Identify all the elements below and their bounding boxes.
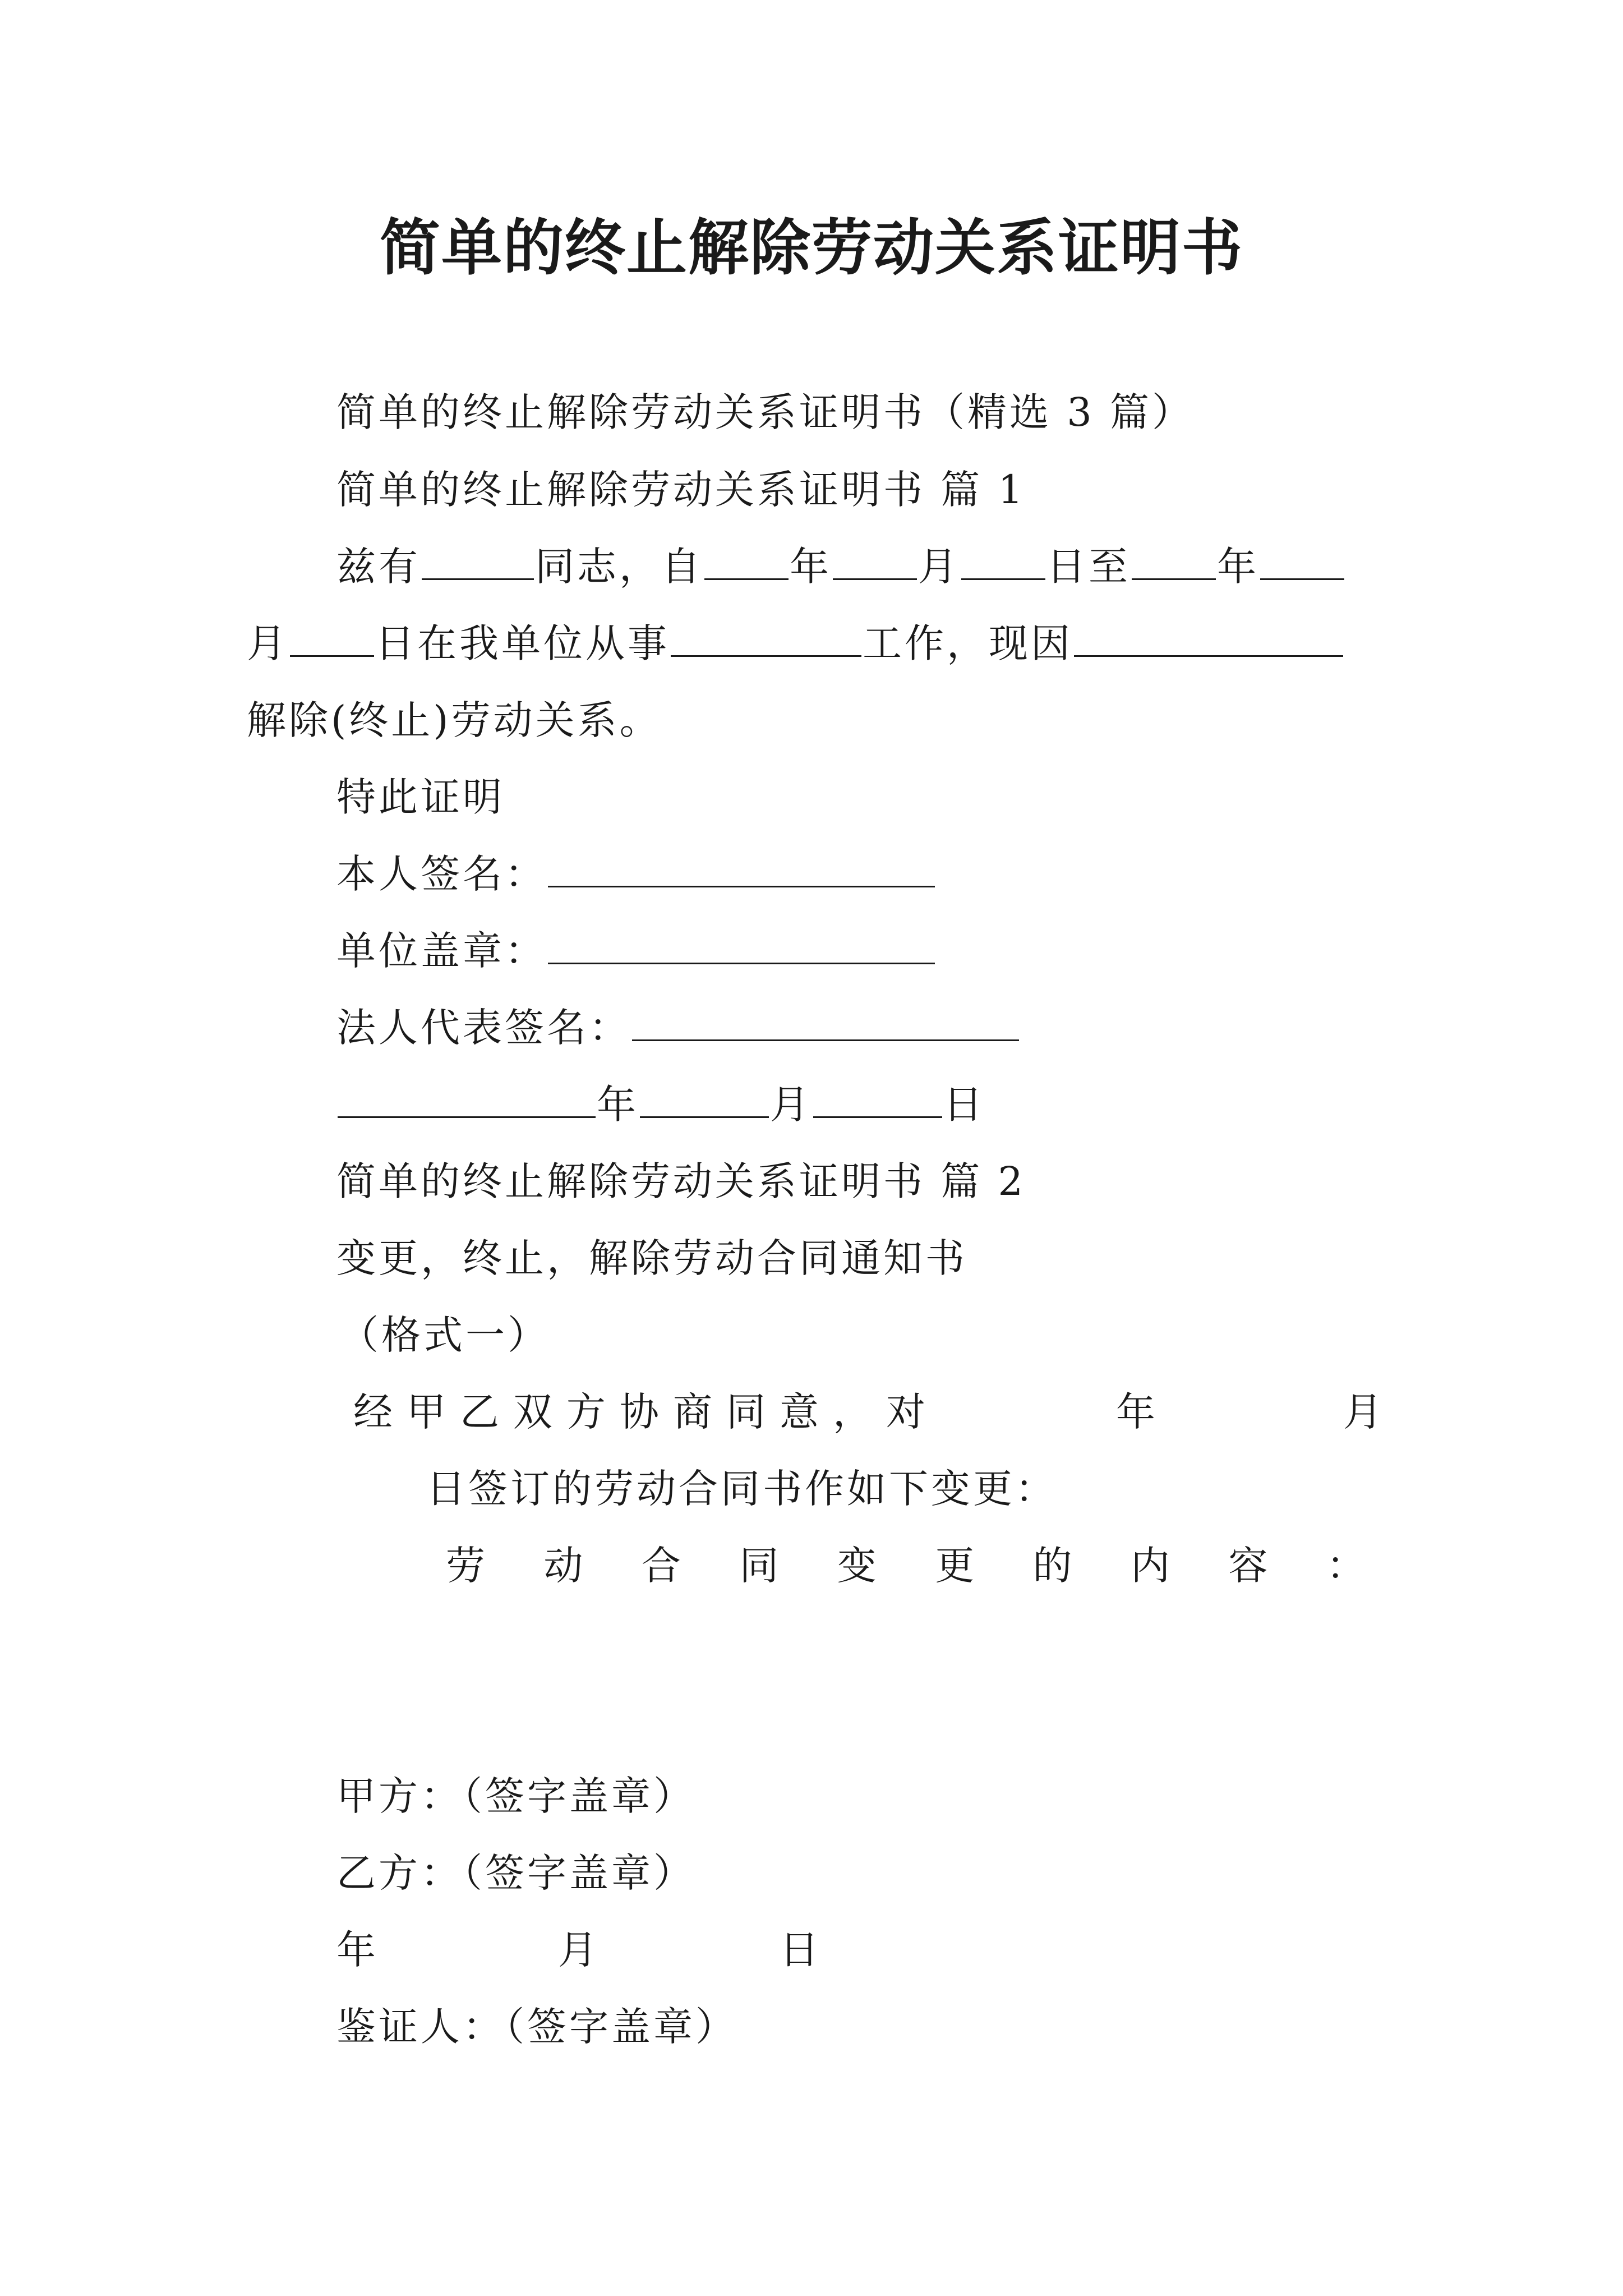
content-char: 劳 bbox=[446, 1543, 485, 1589]
content-char: 容 bbox=[1228, 1543, 1268, 1589]
content-char: 变 bbox=[837, 1543, 877, 1589]
content-char: 同 bbox=[739, 1543, 779, 1589]
content-char: ： bbox=[1326, 1543, 1366, 1589]
format-one: （格式一） bbox=[339, 1312, 550, 1358]
content-char: 合 bbox=[641, 1543, 681, 1589]
text-ri-zai: 日在我单位从事 bbox=[375, 620, 670, 666]
agree-char: 对 bbox=[886, 1389, 925, 1435]
blank-end-month bbox=[1260, 544, 1344, 580]
te-ci-zheng-ming: 特此证明 bbox=[336, 774, 505, 820]
agree-char: 意 bbox=[780, 1389, 819, 1435]
agree-char: 甲 bbox=[407, 1389, 446, 1435]
document-subtitle: 简单的终止解除劳动关系证明书（精选 3 篇） bbox=[336, 389, 1195, 435]
section1-paragraph-line3: 解除(终止)劳动关系。 bbox=[247, 697, 662, 743]
unit-seal-label: 单位盖章： bbox=[336, 928, 547, 974]
self-signature-blank bbox=[548, 851, 935, 887]
text-yue: 月 bbox=[918, 544, 960, 590]
section2-date-year: 年 bbox=[336, 1927, 379, 1973]
agree-char: 双 bbox=[513, 1389, 552, 1435]
agree-char: 同 bbox=[726, 1389, 766, 1435]
unit-seal-blank bbox=[548, 928, 935, 964]
agree-char: 方 bbox=[566, 1389, 606, 1435]
text-gongzuo: 工作，现因 bbox=[863, 620, 1073, 666]
agree-char: 乙 bbox=[460, 1389, 499, 1435]
agree-year: 年 bbox=[1116, 1389, 1158, 1435]
content-char: 更 bbox=[935, 1543, 975, 1589]
date-day-blank bbox=[813, 1082, 942, 1118]
blank-reason bbox=[1074, 620, 1343, 657]
notice-title: 变更，终止，解除劳动合同通知书 bbox=[336, 1235, 967, 1281]
blank-name bbox=[422, 544, 534, 580]
unit-seal-line bbox=[336, 923, 936, 979]
legal-rep-signature-blank bbox=[632, 1005, 1019, 1041]
agreement-line-spread bbox=[353, 1384, 925, 1440]
text-yue: 月 bbox=[247, 620, 289, 666]
self-signature-label: 本人签名： bbox=[336, 851, 547, 897]
signed-contract-line: 日签订的劳动合同书作如下变更： bbox=[426, 1466, 1057, 1512]
party-b-signature: 乙方：（签字盖章） bbox=[336, 1850, 695, 1896]
blank-end-day bbox=[290, 620, 374, 657]
agree-month: 月 bbox=[1343, 1389, 1385, 1435]
content-char: 内 bbox=[1131, 1543, 1170, 1589]
blank-start-month bbox=[833, 544, 917, 580]
agree-char: 经 bbox=[353, 1389, 393, 1435]
party-a-signature: 甲方：（签字盖章） bbox=[336, 1773, 695, 1819]
legal-rep-signature-line bbox=[336, 1000, 1020, 1056]
witness-signature: 鉴证人：（签字盖章） bbox=[336, 2004, 737, 2050]
document-title: 简单的终止解除劳动关系证明书 bbox=[379, 213, 1243, 283]
blank-start-year bbox=[704, 544, 789, 580]
blank-end-year bbox=[1132, 544, 1216, 580]
blank-job bbox=[671, 620, 861, 657]
blank-start-day bbox=[961, 544, 1045, 580]
content-char: 的 bbox=[1032, 1543, 1072, 1589]
section1-paragraph-line2 bbox=[247, 615, 1344, 671]
text-nian: 年 bbox=[790, 544, 832, 590]
section1-heading: 简单的终止解除劳动关系证明书 篇 1 bbox=[336, 467, 1026, 513]
section2-date-day: 日 bbox=[780, 1927, 822, 1973]
text-zi-you: 兹有 bbox=[336, 544, 421, 590]
text-tong-zhi-zi: 同志，自 bbox=[535, 544, 703, 590]
section2-heading: 简单的终止解除劳动关系证明书 篇 2 bbox=[336, 1158, 1026, 1204]
date-year-label: 年 bbox=[597, 1082, 639, 1128]
section1-date-line bbox=[336, 1076, 985, 1133]
date-month-blank bbox=[640, 1082, 769, 1118]
change-content-line-spread bbox=[446, 1538, 1366, 1594]
section2-date-month: 月 bbox=[558, 1927, 600, 1973]
agree-char: 商 bbox=[673, 1389, 712, 1435]
agree-char: ， bbox=[833, 1389, 872, 1435]
text-nian: 年 bbox=[1217, 544, 1259, 590]
date-year-blank bbox=[338, 1082, 596, 1118]
text-ri-zhi: 日至 bbox=[1046, 544, 1131, 590]
legal-rep-signature-label: 法人代表签名： bbox=[336, 1005, 631, 1051]
self-signature-line bbox=[336, 846, 936, 902]
content-char: 动 bbox=[543, 1543, 583, 1589]
agree-char: 协 bbox=[620, 1389, 659, 1435]
date-month-label: 月 bbox=[770, 1082, 812, 1128]
section1-paragraph-line1 bbox=[336, 539, 1345, 595]
date-day-label: 日 bbox=[943, 1082, 985, 1128]
